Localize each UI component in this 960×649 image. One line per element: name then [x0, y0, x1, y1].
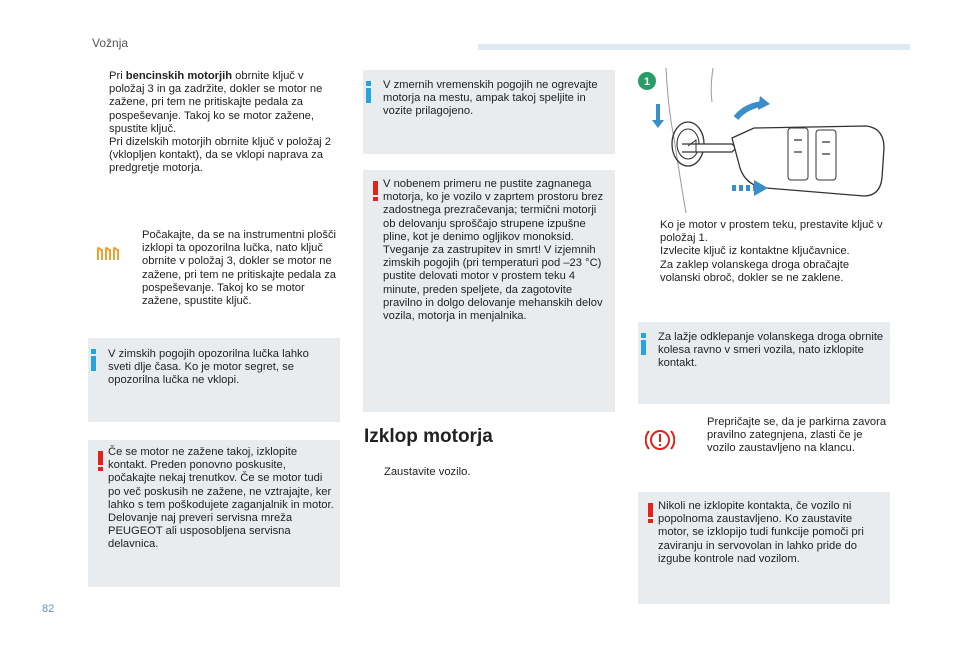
info-box — [363, 70, 615, 154]
col1-bullets — [89, 70, 339, 176]
warning-text: Če se motor ne zažene takoj, izklopite kontakt. Preden ponovno poskusite, počakajte nekaj trenutkov. Če se motor tudi po več poskusih ne zažene, ne vztrajajte, ker lahko s tem poškodujete zaganjalnik in motor. Delovanje naj preveri servisna mreža PEUGEOT ali usposobljena servisna delavnica. — [108, 446, 334, 551]
list-item: Zaustavite vozilo. — [384, 466, 471, 478]
info-text: V zimskih pogojih opozorilna lučka lahko sveti dlje časa. Ko je motor segret, se opozorilna lučka ne vklopi. — [108, 348, 309, 387]
info-icon — [366, 81, 371, 103]
info-box — [88, 338, 340, 422]
list-item: Pri dizelskih motorjih obrnite ključ v položaj 2 (vklopljen kontakt), da se vklopi naprava za predgretje motorja. — [109, 136, 331, 175]
section-heading: Izklop motorja — [364, 426, 493, 447]
parking-brake-icon — [645, 425, 675, 459]
warning-text: V nobenem primeru ne pustite zagnanega motorja, ko je vozilo v zaprtem prostoru brez zadostnega prezračevanja; termični motorji ob delovanju sproščajo strupene izpušne pline, kot je denimo ogljikov monoksid. Tveganje za zastrupitev in smrt! V izjemnih zimskih pogojih (pri temperaturi pod –23 °C) pustite delovati motor v prostem teku 4 minute, preden speljete, da zagotovite pravilno in dolgo delovanje mehanskih delov vozila, motorja in menjalnika. — [383, 178, 604, 323]
figure-label: 1 — [643, 76, 651, 88]
info-text: Za lažje odklepanje volanskega droga obrnite kolesa ravno v smeri vozila, nato izklopite kontakt. — [658, 331, 884, 370]
list-item: Izvlecite ključ iz kontaktne ključavnice. — [660, 245, 850, 258]
col3-bullets — [640, 219, 892, 285]
info-text: V zmernih vremenskih pogojih ne ogrevajte motorja na mestu, ampak takoj speljite in vozite prilagojeno. — [383, 79, 598, 118]
warning-box — [638, 492, 890, 604]
info-icon — [91, 349, 96, 371]
warning-box — [88, 440, 340, 587]
warning-icon — [98, 451, 103, 471]
header-title: Vožnja — [92, 36, 129, 50]
header-bar — [478, 44, 910, 50]
warning-box — [363, 170, 615, 412]
glow-text: Počakajte, da se na instrumentni plošči izklopi ta opozorilna lučka, nato ključ obrnite v položaj 3, dokler se motor ne zažene, pri tem ne pritiskajte pedala za pospeševanje. Takoj ko se motor zažene, spustite ključ. — [142, 229, 337, 308]
brake-text — [687, 416, 887, 456]
info-icon — [641, 333, 646, 355]
glow-plug-icon — [96, 246, 120, 266]
warning-icon — [648, 503, 653, 523]
page-number: 82 — [42, 603, 55, 615]
list-item: Ko je motor v prostem teku, prestavite ključ v položaj 1. — [660, 219, 883, 245]
list-item: Za zaklep volanskega droga obračajte volanski obroč, dokler se ne zaklene. — [660, 258, 850, 284]
list-item: Pri bencinskih motorjih obrnite ključ v položaj 3 in ga zadržite, dokler se motor ne zažene, pri tem ne pritiskajte pedala za pospeševanje. Takoj ko se motor zažene, spustite ključ. — [109, 70, 323, 135]
warning-text: Nikoli ne izklopite kontakta, če vozilo ni popolnoma zaustavljeno. Ko zaustavite motor, se izklopijo tudi funkcije pomoči pri zaviranju in servovolan in lahko pride do izgube kontrole nad vozilom. — [658, 500, 864, 565]
info-box — [638, 322, 890, 404]
warning-icon — [373, 181, 378, 201]
list-item: Prepričajte se, da je parkirna zavora pravilno zategnjena, zlasti če je vozilo zaustavljeno na klancu. — [707, 416, 887, 455]
col2-bullets — [364, 466, 614, 479]
ignition-key-figure — [636, 68, 891, 220]
